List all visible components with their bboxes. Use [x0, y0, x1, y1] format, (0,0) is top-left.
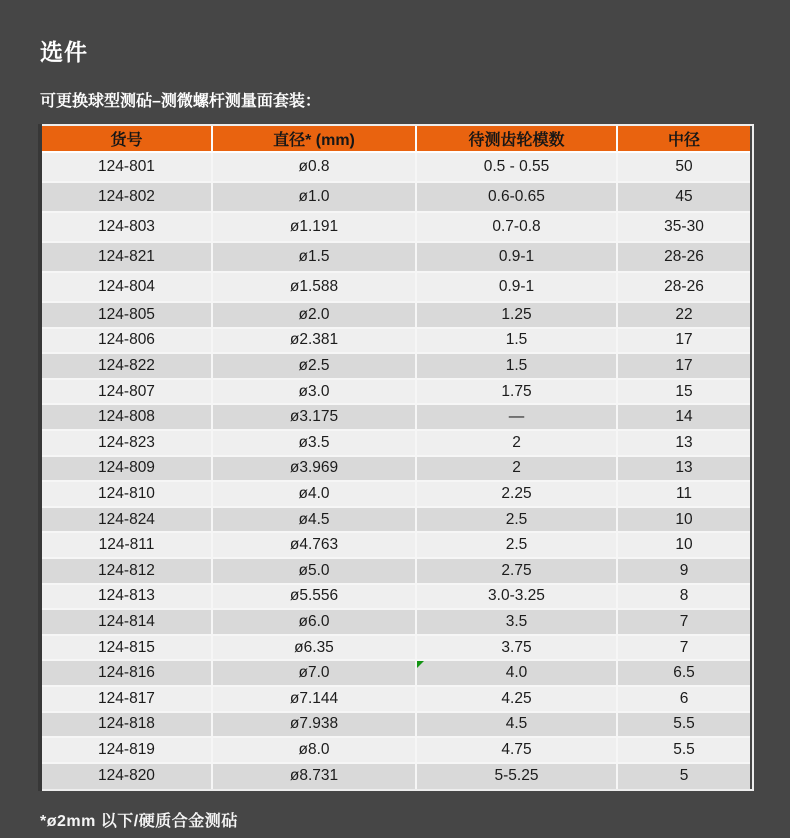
- table-cell: ø5.0: [213, 559, 417, 585]
- table-cell: 124-816: [42, 661, 213, 687]
- spec-table: [42, 126, 750, 789]
- table-cell: 0.9-1: [417, 243, 618, 273]
- table-row: [42, 380, 750, 406]
- table-cell: 124-819: [42, 738, 213, 764]
- table-cell: 0.5 - 0.55: [417, 153, 618, 183]
- table-cell: 5.5: [618, 713, 750, 739]
- table-cell: 28-26: [618, 243, 750, 273]
- table-cell: ø1.5: [213, 243, 417, 273]
- table-cell: 3.75: [417, 636, 618, 662]
- table-cell: ø8.0: [213, 738, 417, 764]
- table-cell: 124-810: [42, 482, 213, 508]
- table-cell: 10: [618, 508, 750, 534]
- table-row: [42, 243, 750, 273]
- table-cell: ø3.0: [213, 380, 417, 406]
- table-cell: 0.6-0.65: [417, 183, 618, 213]
- table-row: [42, 329, 750, 355]
- table-cell: ø4.0: [213, 482, 417, 508]
- header-row: [42, 126, 750, 153]
- table-cell: 5.5: [618, 738, 750, 764]
- table-cell: 2.5: [417, 533, 618, 559]
- table-cell: 2.75: [417, 559, 618, 585]
- table-cell: 9: [618, 559, 750, 585]
- table-row: [42, 533, 750, 559]
- table-cell: 3.5: [417, 610, 618, 636]
- table-row: [42, 213, 750, 243]
- table-cell: 124-814: [42, 610, 213, 636]
- table-row: [42, 153, 750, 183]
- table-cell: 1.5: [417, 329, 618, 355]
- column-header-1: 直径* (mm): [213, 126, 417, 153]
- table-row: [42, 713, 750, 739]
- table-cell: 124-805: [42, 303, 213, 329]
- table-body: [42, 153, 750, 789]
- table-cell: 35-30: [618, 213, 750, 243]
- table-cell: 124-820: [42, 764, 213, 790]
- table-cell: 5: [618, 764, 750, 790]
- column-header-2: 待测齿轮模数: [417, 126, 618, 153]
- table-cell: ø3.969: [213, 457, 417, 483]
- table-cell: 7: [618, 636, 750, 662]
- cell-comment-marker-icon: [417, 661, 424, 668]
- table-cell: 5-5.25: [417, 764, 618, 790]
- table-cell: 1.75: [417, 380, 618, 406]
- table-row: [42, 457, 750, 483]
- table-cell: ø3.175: [213, 405, 417, 431]
- table-cell: 17: [618, 329, 750, 355]
- table-cell: 0.7-0.8: [417, 213, 618, 243]
- table-cell: 1.5: [417, 354, 618, 380]
- table-cell: ø1.588: [213, 273, 417, 303]
- table-row: [42, 482, 750, 508]
- table-row: [42, 661, 750, 687]
- table-cell: ø7.0: [213, 661, 417, 687]
- table-cell: 10: [618, 533, 750, 559]
- table-cell: 124-808: [42, 405, 213, 431]
- table-cell: 15: [618, 380, 750, 406]
- table-cell: 7: [618, 610, 750, 636]
- table-cell: —: [417, 405, 618, 431]
- table-cell: 6: [618, 687, 750, 713]
- table-cell: 14: [618, 405, 750, 431]
- table-cell: 124-806: [42, 329, 213, 355]
- table-cell: ø8.731: [213, 764, 417, 790]
- table-cell: 124-813: [42, 585, 213, 611]
- table-cell: 4.5: [417, 713, 618, 739]
- table-cell: 124-823: [42, 431, 213, 457]
- table-head: [42, 126, 750, 153]
- page-title: 选件: [40, 39, 88, 65]
- table-cell: ø7.144: [213, 687, 417, 713]
- table-cell: 124-815: [42, 636, 213, 662]
- table-cell: 2.25: [417, 482, 618, 508]
- table-row: [42, 431, 750, 457]
- table-cell: 124-821: [42, 243, 213, 273]
- column-header-3: 中径: [618, 126, 750, 153]
- table-cell: 2: [417, 431, 618, 457]
- table-cell: 3.0-3.25: [417, 585, 618, 611]
- table-cell: ø6.35: [213, 636, 417, 662]
- table-cell: 124-817: [42, 687, 213, 713]
- table-cell: ø0.8: [213, 153, 417, 183]
- table-cell: 0.9-1: [417, 273, 618, 303]
- table-cell: ø6.0: [213, 610, 417, 636]
- table-cell: ø3.5: [213, 431, 417, 457]
- table-cell: 124-824: [42, 508, 213, 534]
- table-cell: ø4.763: [213, 533, 417, 559]
- table-cell: ø5.556: [213, 585, 417, 611]
- table-row: [42, 273, 750, 303]
- table-row: [42, 354, 750, 380]
- table-cell: 4.25: [417, 687, 618, 713]
- table-cell: 28-26: [618, 273, 750, 303]
- table-cell: 17: [618, 354, 750, 380]
- table-cell: 124-802: [42, 183, 213, 213]
- table-cell: 6.5: [618, 661, 750, 687]
- table-cell: 124-801: [42, 153, 213, 183]
- table-cell: 50: [618, 153, 750, 183]
- table-cell: 11: [618, 482, 750, 508]
- table-row: [42, 687, 750, 713]
- column-header-0: 货号: [42, 126, 213, 153]
- table-row: [42, 559, 750, 585]
- table-cell: ø2.381: [213, 329, 417, 355]
- table-row: [42, 303, 750, 329]
- spec-table-wrapper: [42, 124, 754, 791]
- table-row: [42, 636, 750, 662]
- table-cell: ø1.0: [213, 183, 417, 213]
- table-row: [42, 585, 750, 611]
- table-cell: ø7.938: [213, 713, 417, 739]
- table-cell: ø4.5: [213, 508, 417, 534]
- table-cell: ø2.0: [213, 303, 417, 329]
- table-cell: 22: [618, 303, 750, 329]
- table-cell: 13: [618, 431, 750, 457]
- table-cell: 8: [618, 585, 750, 611]
- table-cell: 124-822: [42, 354, 213, 380]
- table-caption: 可更换球型测砧–测微螺杆测量面套装：: [40, 93, 321, 110]
- table-row: [42, 738, 750, 764]
- table-cell: 2: [417, 457, 618, 483]
- table-cell: 45: [618, 183, 750, 213]
- table-row: [42, 183, 750, 213]
- footnote: *ø2mm 以下/硬质合金测砧: [40, 813, 238, 831]
- table-cell: 124-818: [42, 713, 213, 739]
- table-row: [42, 764, 750, 790]
- table-row: [42, 508, 750, 534]
- table-cell: 124-809: [42, 457, 213, 483]
- table-cell: 1.25: [417, 303, 618, 329]
- table-cell: 124-804: [42, 273, 213, 303]
- table-cell: 124-811: [42, 533, 213, 559]
- table-cell: 13: [618, 457, 750, 483]
- table-cell: 124-812: [42, 559, 213, 585]
- table-cell: 124-803: [42, 213, 213, 243]
- table-cell: ø1.191: [213, 213, 417, 243]
- table-cell: 2.5: [417, 508, 618, 534]
- table-row: [42, 405, 750, 431]
- table-cell: 4.75: [417, 738, 618, 764]
- table-cell: 4.0: [417, 661, 618, 687]
- table-cell: 124-807: [42, 380, 213, 406]
- table-row: [42, 610, 750, 636]
- table-cell: ø2.5: [213, 354, 417, 380]
